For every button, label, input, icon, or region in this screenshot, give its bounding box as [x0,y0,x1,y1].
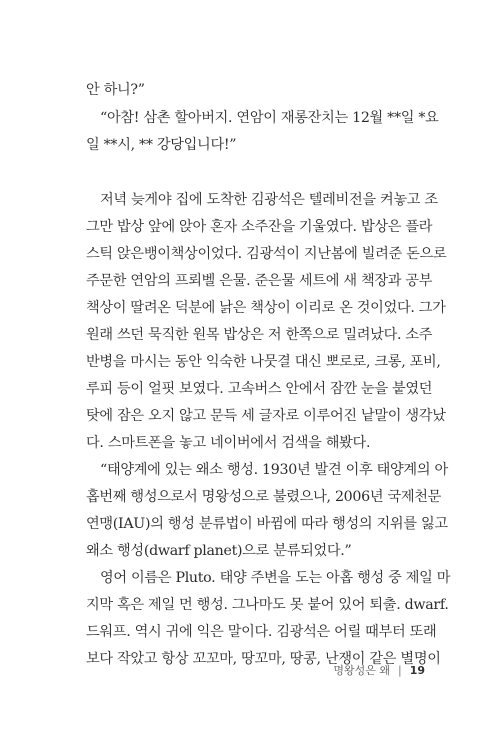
text-line: 원래 쓰던 묵직한 원목 밥상은 저 한쪽으로 밀려났다. 소주 [86,327,433,343]
text-line: 연맹(IAU)의 행성 분류법이 바뀜에 따라 행성의 지위를 잃고 [86,516,448,532]
text-line: 보다 작았고 항상 꼬꼬마, 땅꼬마, 땅콩, 난쟁이 같은 별명이 [86,651,441,667]
text-line: “아참! 삼촌 할아버지. 연암이 재롱잔치는 12월 **일 *요 [100,110,439,126]
text-line: 일 **시, ** 강당입니다!” [86,137,237,153]
text-line: 반병을 마시는 동안 익숙한 나뭇결 대신 뽀로로, 크롱, 포비, [86,354,441,370]
text-line: 영어 이름은 Pluto. 태양 주변을 도는 아홉 행성 중 제일 마 [100,570,451,586]
text-line: 다. 스마트폰을 놓고 네이버에서 검색을 해봤다. [86,435,371,451]
text-line: 책상이 딸려온 덕분에 낡은 책상이 이리로 온 것이었다. 그가 [86,300,446,316]
text-line: 홉번째 행성으로서 명왕성으로 불렸으나, 2006년 국제천문 [86,489,442,505]
text-line: 드워프. 역시 귀에 익은 말이다. 김광석은 어릴 때부터 또래 [86,624,437,640]
text-line: 탓에 잠은 오지 않고 문득 세 글자로 이루어진 낱말이 생각났 [86,408,446,424]
text-line: 저녁 늦게야 집에 도착한 김광석은 텔레비전을 켜놓고 조 [100,192,438,208]
page-footer [0,664,425,678]
text-line: 스틱 앉은뱅이책상이었다. 김광석이 지난봄에 빌려준 돈으로 [86,246,447,262]
text-line: 루피 등이 얼핏 보였다. 고속버스 안에서 잠깐 눈을 붙였던 [86,381,433,397]
text-line: 주문한 연암의 프뢰벨 은물. 준은물 세트에 새 책장과 공부 [86,273,433,289]
text-line: 그만 밥상 앞에 앉아 혼자 소주잔을 기울였다. 밥상은 플라 [86,219,433,235]
text-line: 왜소 행성(dwarf planet)으로 분류되었다.” [86,543,352,559]
footer-separator: | [397,664,402,677]
text-line: 지막 혹은 제일 먼 행성. 그나마도 못 붙어 있어 퇴출. dwarf. [86,597,449,613]
running-header-chapter: 명왕성은 왜 [333,664,390,677]
text-line: “태양계에 있는 왜소 행성. 1930년 발견 이후 태양계의 아 [100,462,448,478]
page-number: 19 [409,664,425,677]
text-line: 안 하니?” [86,82,145,98]
